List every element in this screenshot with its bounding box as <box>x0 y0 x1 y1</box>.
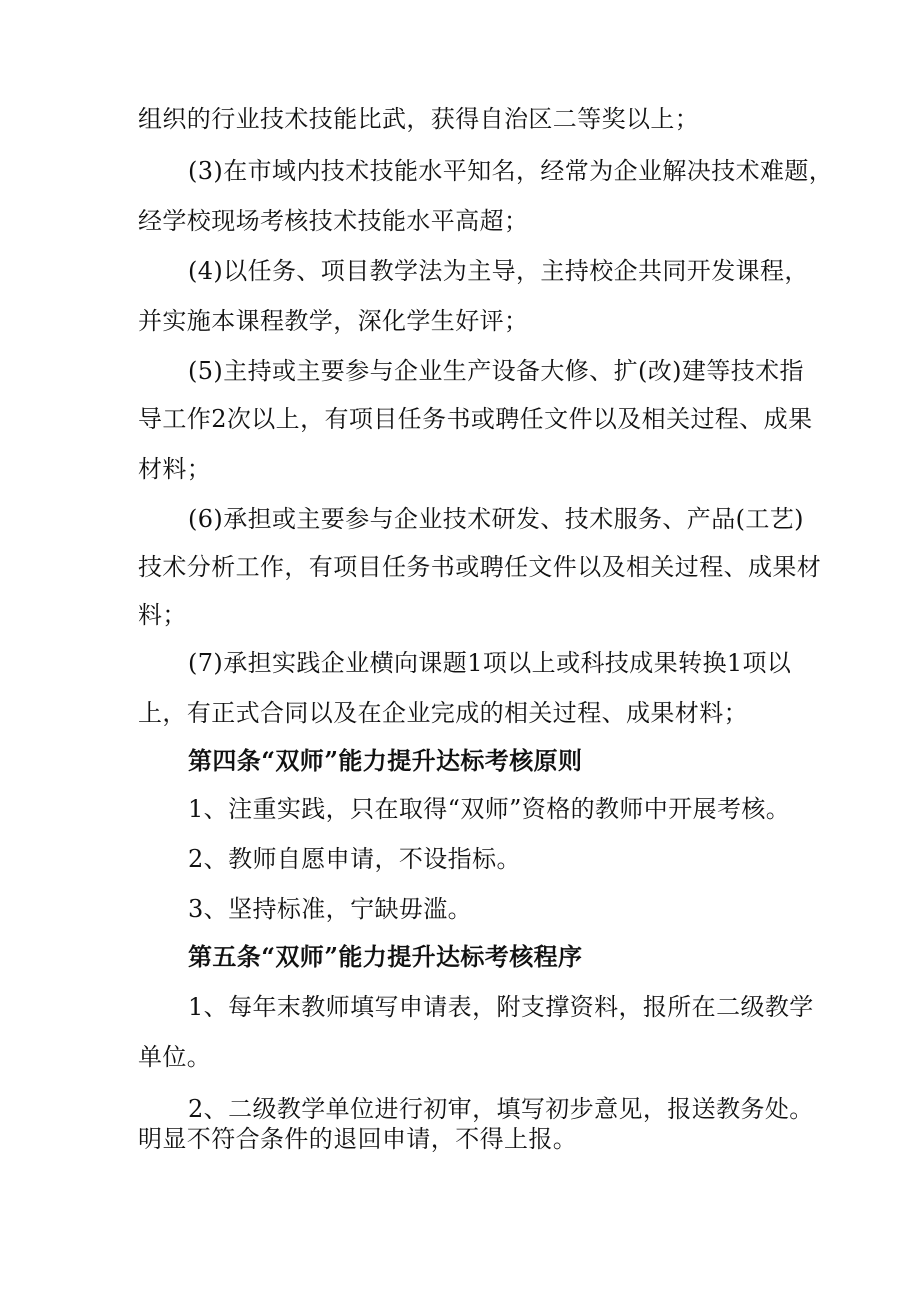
text-line: (4)以任务、项目教学法为主导，主持校企共同开发课程， <box>188 257 809 285</box>
text-line: 明显不符合条件的退回申请，不得上报。 <box>138 1125 578 1153</box>
text-line: 1、注重实践，只在取得“双师”资格的教师中开展考核。 <box>188 795 791 823</box>
text-line: (7)承担实践企业横向课题1项以上或科技成果转换1项以 <box>188 649 792 677</box>
text-line: 经学校现场考核技术技能水平高超； <box>138 207 529 235</box>
text-line: 单位。 <box>138 1043 212 1071</box>
text-line: 材料； <box>138 455 212 483</box>
section-heading: 第五条“双师”能力提升达标考核程序 <box>188 942 583 971</box>
text-line: 上，有正式合同以及在企业完成的相关过程、成果材料； <box>138 699 748 727</box>
text-line: 技术分析工作，有项目任务书或聘任文件以及相关过程、成果材 <box>138 553 822 581</box>
section-heading: 第四条“双师”能力提升达标考核原则 <box>188 746 583 775</box>
text-line: 1、每年末教师填写申请表，附支撑资料，报所在二级教学 <box>188 993 814 1021</box>
text-line: (3)在市域内技术技能水平知名，经常为企业解决技术难题， <box>188 157 834 185</box>
text-line: (6)承担或主要参与企业技术研发、技术服务、产品(工艺) <box>188 505 804 533</box>
text-line: 导工作2次以上，有项目任务书或聘任文件以及相关过程、成果 <box>138 405 813 433</box>
text-line: 并实施本课程教学，深化学生好评； <box>138 307 529 335</box>
text-line: 组织的行业技术技能比武，获得自治区二等奖以上； <box>138 105 700 133</box>
text-line: 2、教师自愿申请，不设指标。 <box>188 845 521 873</box>
text-line: (5)主持或主要参与企业生产设备大修、扩(改)建等技术指 <box>188 357 804 385</box>
text-line: 料； <box>138 601 187 629</box>
text-line: 3、坚持标准，宁缺毋滥。 <box>188 895 473 923</box>
text-line: 2、二级教学单位进行初审，填写初步意见，报送教务处。 <box>188 1095 814 1123</box>
